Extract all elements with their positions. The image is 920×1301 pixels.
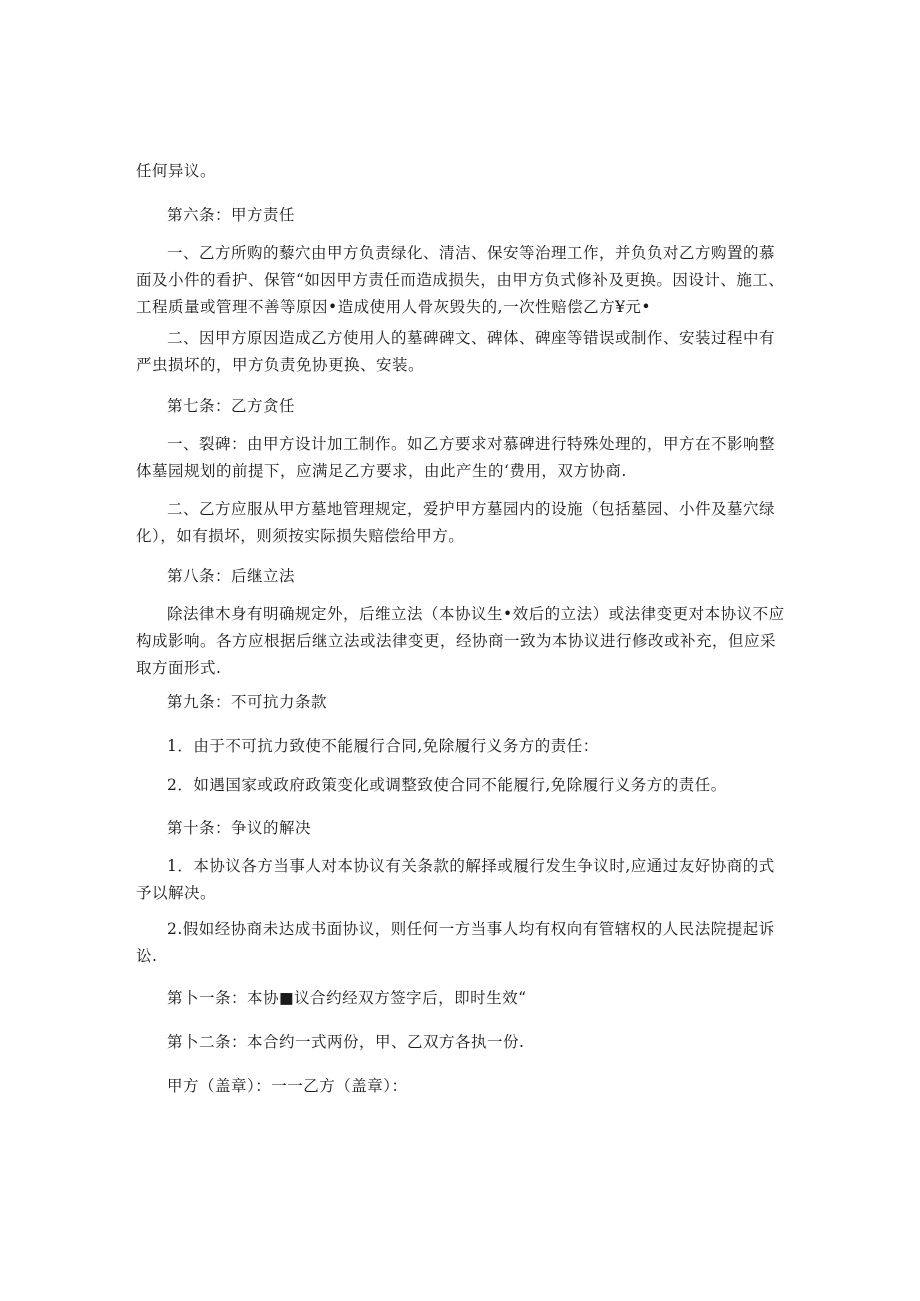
- paragraph-article-7-clause-2: 二、乙方应服从甲方墓地管理规定，爱护甲方墓园内的设施（包括墓园、小件及墓穴绿化），如有损坏，则须按实际损失赔偿给甲方。: [136, 500, 776, 545]
- paragraph-article-10-item-1: 1．本协议各方当事人对本协议有关条款的解择或履行发生争议时,应通过友好协商的式予以解决。: [136, 857, 775, 902]
- paragraph-article-9-item-1: 1．由于不可抗力致使不能履行合同,免除履行义务方的责任：: [167, 737, 599, 755]
- signature-line: 甲方（盖章）：一一乙方（盖章）：: [167, 1077, 408, 1095]
- paragraph-continuation: 任何异议。: [136, 162, 217, 180]
- heading-article-9: 第九条：不可抗力条款: [167, 693, 328, 711]
- heading-article-8: 第八条：后继立法: [167, 567, 296, 585]
- paragraph-article-7-clause-1: 一、裂碑：由甲方设计加工制作。如乙方要求对慕碑进行特殊处理的，甲方在不影响整体墓园规划的前提下，应满足乙方要求，由此产生的‘费用，双方协商.: [136, 435, 776, 480]
- paragraph-article-6-clause-2: 二、因甲方原因造成乙方使用人的墓碑碑文、碑体、碑座等错误或制作、安装过程中有严虫损坏的，甲方负责免协更换、安装。: [136, 329, 776, 374]
- paragraph-article-11: 第卜一条：本协■议合约经双方签字后，即时生效“: [167, 989, 527, 1007]
- heading-article-7: 第七条：乙方贪任: [167, 397, 296, 415]
- heading-article-6: 第六条：甲方责任: [167, 206, 296, 224]
- paragraph-article-9-item-2: 2．如遇国家或政府政策变化或调整致使合同不能履行,免除履行义务方的责任。: [167, 776, 727, 794]
- paragraph-article-10-item-2: 2.假如经协商未达成书面协议，则任何一方当事人均有权向有管辖权的人民法院提起诉讼.: [136, 920, 775, 965]
- heading-article-10: 第十条：争议的解决: [167, 819, 312, 837]
- paragraph-article-8: 除法律木身有明确规定外，后维立法（本协议生•效后的立法）或法律变更对本协议不应构成影响。各方应根据后继立法或法律变更，经协商一致为本协议进行修改或补充，但应采取方面形式.: [136, 605, 785, 677]
- paragraph-article-6-clause-1: 一、乙方所购的藜穴由甲方负责绿化、清洁、保安等治理工作，并负负对乙方购置的慕面及小件的看护、保管“如因甲方责任而造成损失，由甲方负式修补及更换。因设计、施工、工程质量或管理不善等原因•造成使用人骨灰毁失的,一次性赔偿乙方¥元•: [136, 244, 785, 316]
- paragraph-article-12: 第卜二条：本合约一式两份，甲、乙双方各执一份.: [167, 1033, 525, 1051]
